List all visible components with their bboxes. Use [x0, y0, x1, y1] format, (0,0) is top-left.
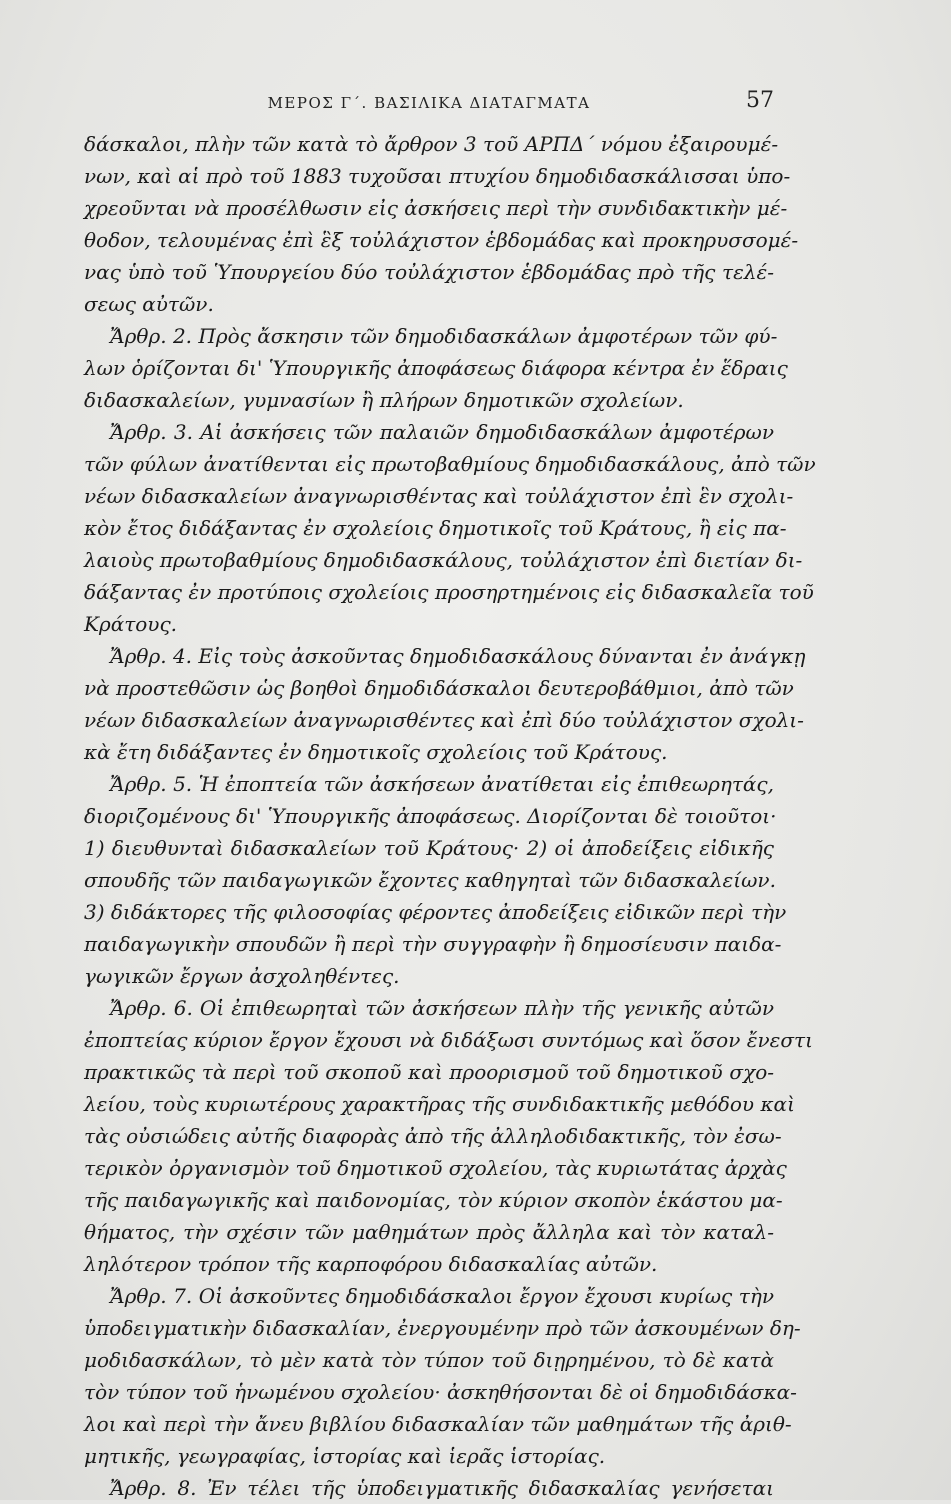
text-line: τὰς οὐσιώδεις αὐτῆς διαφορὰς ἀπὸ τῆς ἀλληλοδιδακτικῆς, τὸν ἐσω-	[84, 1124, 782, 1148]
text-line: λαιοὺς πρωτοβαθμίους δημοδιδασκάλους, τοὐλάχιστον ἐπὶ διετίαν δι-	[84, 548, 803, 572]
text-line: παιδαγωγικὴν σπουδῶν ἢ περὶ τὴν συγγραφὴν ἢ δημοσίευσιν παιδα-	[84, 932, 782, 956]
text-line: θοδον, τελουμένας ἐπὶ ἓξ τοὐλάχιστον ἑβδομάδας καὶ προκηρυσσομέ-	[84, 228, 799, 252]
text-line: λείου, τοὺς κυριωτέρους χαρακτῆρας τῆς συνδιδακτικῆς μεθόδου καὶ	[84, 1092, 795, 1116]
text-line: τῆς παιδαγωγικῆς καὶ παιδονομίας, τὸν κύριον σκοπὸν ἑκάστου μα-	[84, 1188, 783, 1212]
article-7-start: Ἄρθρ. 7. Οἱ ἀσκοῦντες δημοδιδάσκαλοι ἔργον ἔχουσι κυρίως τὴν	[110, 1284, 774, 1308]
text-line: μητικῆς, γεωγραφίας, ἱστορίας καὶ ἱερᾶς ἱστορίας.	[84, 1444, 606, 1468]
article-6-start: Ἄρθρ. 6. Οἱ ἐπιθεωρηταὶ τῶν ἀσκήσεων πλὴν τῆς γενικῆς αὐτῶν	[110, 996, 774, 1020]
text-line: τῶν φύλων ἀνατίθενται εἰς πρωτοβαθμίους δημοδιδασκάλους, ἀπὸ τῶν	[84, 452, 816, 476]
text-line: ὑποδειγματικὴν διδασκαλίαν, ἐνεργουμένην πρὸ τῶν ἀσκουμένων δη-	[84, 1316, 801, 1340]
text-line: κὰ ἔτη διδάξαντες ἐν δημοτικοῖς σχολείοις τοῦ Κράτους.	[84, 740, 668, 764]
body-text	[84, 128, 816, 1500]
text-line: νέων διδασκαλείων ἀναγνωρισθέντες καὶ ἐπὶ δύο τοὐλάχιστον σχολι-	[84, 708, 804, 732]
text-line: χρεοῦνται νὰ προσέλθωσιν εἰς ἀσκήσεις περὶ τὴν συνδιδακτικὴν μέ-	[84, 196, 788, 220]
text-line: θήματος, τὴν σχέσιν τῶν μαθημάτων πρὸς ἄλληλα καὶ τὸν καταλ-	[84, 1220, 774, 1244]
text-line: διοριζομένους δι' Ὑπουργικῆς ἀποφάσεως. Διορίζονται δὲ τοιοῦτοι·	[84, 804, 777, 828]
text-line: λοι καὶ περὶ τὴν ἄνευ βιβλίου διδασκαλίαν τῶν μαθημάτων τῆς ἀριθ-	[84, 1412, 792, 1436]
article-8-start: Ἄρθρ. 8. Ἐν τέλει τῆς ὑποδειγματικῆς διδασκαλίας γενήσεται	[110, 1476, 774, 1500]
text-line: νων, καὶ αἱ πρὸ τοῦ 1883 τυχοῦσαι πτυχίου δημοδιδασκάλισσαι ὑπο-	[84, 164, 791, 188]
text-line: σεως αὐτῶν.	[84, 292, 214, 316]
text-line: ληλότερον τρόπον τῆς καρποφόρου διδασκαλίας αὐτῶν.	[84, 1252, 658, 1276]
text-line: νας ὑπὸ τοῦ Ὑπουργείου δύο τοὐλάχιστον ἑβδομάδας πρὸ τῆς τελέ-	[84, 260, 774, 284]
text-line: 3) διδάκτορες τῆς φιλοσοφίας φέροντες ἀποδείξεις εἰδικῶν περὶ τὴν	[84, 900, 787, 924]
text-line: νὰ προστεθῶσιν ὡς βοηθοὶ δημοδιδάσκαλοι δευτεροβάθμιοι, ἀπὸ τῶν	[84, 676, 794, 700]
text-line: γωγικῶν ἔργων ἀσχοληθέντες.	[84, 964, 400, 988]
text-line: κὸν ἔτος διδάξαντας ἐν σχολείοις δημοτικοῖς τοῦ Κράτους, ἢ εἰς πα-	[84, 516, 787, 540]
text-line: ἐποπτείας κύριον ἔργον ἔχουσι νὰ διδάξωσι συντόμως καὶ ὅσον ἔνεστι	[84, 1028, 813, 1052]
text-line: νέων διδασκαλείων ἀναγνωρισθέντας καὶ τοὐλάχιστον ἐπὶ ἓν σχολι-	[84, 484, 794, 508]
text-line: δάξαντας ἐν προτύποις σχολείοις προσηρτημένοις εἰς διδασκαλεῖα τοῦ	[84, 580, 814, 604]
page-number: 57	[746, 88, 774, 113]
text-line: τὸν τύπον τοῦ ἡνωμένου σχολείου· ἀσκηθήσονται δὲ οἱ δημοδιδάσκα-	[84, 1380, 797, 1404]
article-2-start: Ἄρθρ. 2. Πρὸς ἄσκησιν τῶν δημοδιδασκάλων ἀμφοτέρων τῶν φύ-	[110, 324, 778, 348]
running-head	[84, 88, 774, 118]
article-5-start: Ἄρθρ. 5. Ἡ ἐποπτεία τῶν ἀσκήσεων ἀνατίθεται εἰς ἐπιθεωρητάς,	[110, 772, 774, 796]
text-line: 1) διευθυνταὶ διδασκαλείων τοῦ Κράτους· 2) οἱ ἀποδείξεις εἰδικῆς	[84, 836, 774, 860]
text-line: τερικὸν ὀργανισμὸν τοῦ δημοτικοῦ σχολείου, τὰς κυριωτάτας ἀρχὰς	[84, 1156, 787, 1180]
text-line: λων ὁρίζονται δι' Ὑπουργικῆς ἀποφάσεως διάφορα κέντρα ἐν ἕδραις	[84, 356, 788, 380]
text-line: μοδιδασκάλων, τὸ μὲν κατὰ τὸν τύπον τοῦ διῃρημένου, τὸ δὲ κατὰ	[84, 1348, 774, 1372]
text-line: Κράτους.	[84, 612, 178, 636]
article-4-start: Ἄρθρ. 4. Εἰς τοὺς ἀσκοῦντας δημοδιδασκάλους δύνανται ἐν ἀνάγκῃ	[110, 644, 806, 668]
text-line: διδασκαλείων, γυμνασίων ἢ πλήρων δημοτικῶν σχολείων.	[84, 388, 684, 412]
text-line: πρακτικῶς τὰ περὶ τοῦ σκοποῦ καὶ προορισμοῦ τοῦ δημοτικοῦ σχο-	[84, 1060, 774, 1084]
running-title: ΜΕΡΟΣ Γ΄. ΒΑΣΙΛΙΚΑ ΔΙΑΤΑΓΜΑΤΑ	[267, 94, 591, 112]
article-3-start: Ἄρθρ. 3. Αἱ ἀσκήσεις τῶν παλαιῶν δημοδιδασκάλων ἀμφοτέρων	[110, 420, 774, 444]
text-line: σπουδῆς τῶν παιδαγωγικῶν ἔχοντες καθηγηταὶ τῶν διδασκαλείων.	[84, 868, 776, 892]
text-line: δάσκαλοι, πλὴν τῶν κατὰ τὸ ἄρθρον 3 τοῦ ΑΡΠΔ΄ νόμου ἐξαιρουμέ-	[84, 132, 779, 156]
